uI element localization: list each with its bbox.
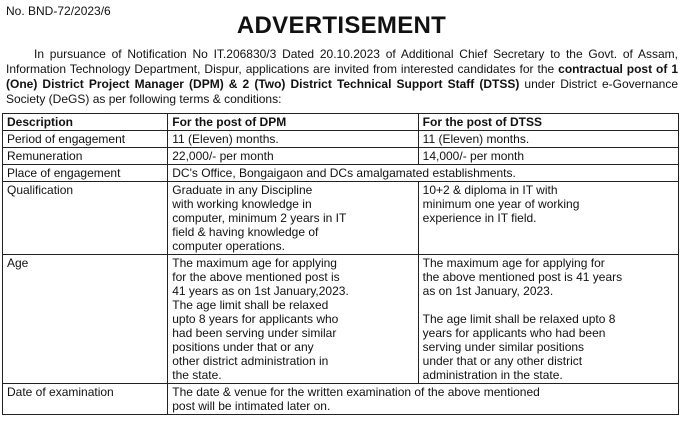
- age-dtss-line: as on 1st January, 2023.: [422, 284, 554, 298]
- reference-number: No. BND-72/2023/6: [6, 4, 111, 18]
- table-row-place: [3, 165, 679, 182]
- intro-paragraph: [6, 47, 678, 107]
- header-dtss: For the post of DTSS: [418, 114, 678, 131]
- header-description: Description: [3, 114, 168, 131]
- age-dpm-line: upto 8 years for applicants who: [172, 312, 339, 326]
- age-dtss: [418, 255, 678, 384]
- age-dtss-line: administration in the state.: [422, 368, 563, 382]
- table-row-remuneration: [3, 148, 679, 165]
- age-dtss-line: years for applicants who had been: [422, 326, 606, 340]
- qualification-dpm-line: computer operations.: [172, 239, 285, 253]
- table-row-qualification: [3, 182, 679, 255]
- age-label: Age: [3, 255, 168, 384]
- qualification-dpm-line: field & having knowledge of: [172, 225, 319, 239]
- qualification-dpm-line: Graduate in any Discipline: [172, 183, 313, 197]
- qualification-dpm-line: computer, minimum 2 years in IT: [172, 211, 347, 225]
- age-dpm-line: had been serving under similar: [172, 326, 337, 340]
- period-label: Period of engagement: [3, 131, 168, 148]
- table-header-row: [3, 114, 679, 131]
- qualification-dtss-line: 10+2 & diploma in IT with: [422, 183, 558, 197]
- age-dpm-line: 41 years as on 1st January,2023.: [172, 284, 349, 298]
- intro-text-2: under District e-Governance Society (DeGS) as per following terms & conditions:: [6, 77, 678, 106]
- age-dpm-line: for the above mentioned post is: [172, 270, 340, 284]
- qualification-dtss-line: minimum one year of working: [422, 197, 580, 211]
- age-dpm-line: The maximum age for applying: [172, 256, 337, 270]
- age-dtss-line: the above mentioned post is 41 years: [422, 270, 623, 284]
- table-row-exam: [3, 384, 679, 415]
- age-dtss-line: under that or any other district: [422, 354, 583, 368]
- table-row-period: [3, 131, 679, 148]
- age-dtss-line: The maximum age for applying for: [422, 256, 605, 270]
- remuneration-label: Remuneration: [3, 148, 168, 165]
- exam-label: Date of examination: [3, 384, 168, 415]
- header-dpm: For the post of DPM: [168, 114, 418, 131]
- table-row-age: [3, 255, 679, 384]
- page-title: ADVERTISEMENT: [236, 12, 447, 39]
- period-dpm: 11 (Eleven) months.: [168, 131, 418, 148]
- exam-value-line: post will be intimated later on.: [172, 399, 331, 413]
- age-dtss-line: The age limit shall be relaxed upto 8: [422, 312, 616, 326]
- remuneration-dpm: 22,000/- per month: [168, 148, 418, 165]
- age-dpm: [168, 255, 418, 384]
- exam-value: [168, 384, 679, 415]
- qualification-label: Qualification: [3, 182, 168, 255]
- qualification-dtss-line: experience in IT field.: [422, 211, 537, 225]
- intro-text-1: In pursuance of Notification No IT.206830/3 Dated 20.10.2023 of Additional Chief Secretary to the Govt. of Assam, Information Technology Department, Dispur, applications are invited from interested candidates for the: [6, 47, 678, 76]
- remuneration-dtss: 14,000/- per month: [418, 148, 678, 165]
- paragraph-gap: [423, 298, 674, 312]
- age-dpm-line: other district administration in: [172, 354, 329, 368]
- place-value: DC's Office, Bongaigaon and DCs amalgamated establishments.: [168, 165, 679, 182]
- intro-bold-text: contractual post of 1 (One) District Project Manager (DPM) & 2 (Two) District Technical Support Staff (DTSS): [6, 62, 679, 91]
- qualification-dpm-line: with working knowledge in: [172, 197, 312, 211]
- age-dpm-line: the state.: [172, 368, 222, 382]
- age-dpm-line: positions under that or any: [172, 340, 314, 354]
- terms-table: [2, 113, 679, 415]
- age-dpm-line: The age limit shall be relaxed: [172, 298, 329, 312]
- age-dtss-line: serving under similar positions: [422, 340, 585, 354]
- qualification-dtss: [418, 182, 678, 255]
- qualification-dpm: [168, 182, 418, 255]
- place-label: Place of engagement: [3, 165, 168, 182]
- period-dtss: 11 (Eleven) months.: [418, 131, 678, 148]
- exam-value-line: The date & venue for the written examination of the above mentioned: [172, 385, 540, 399]
